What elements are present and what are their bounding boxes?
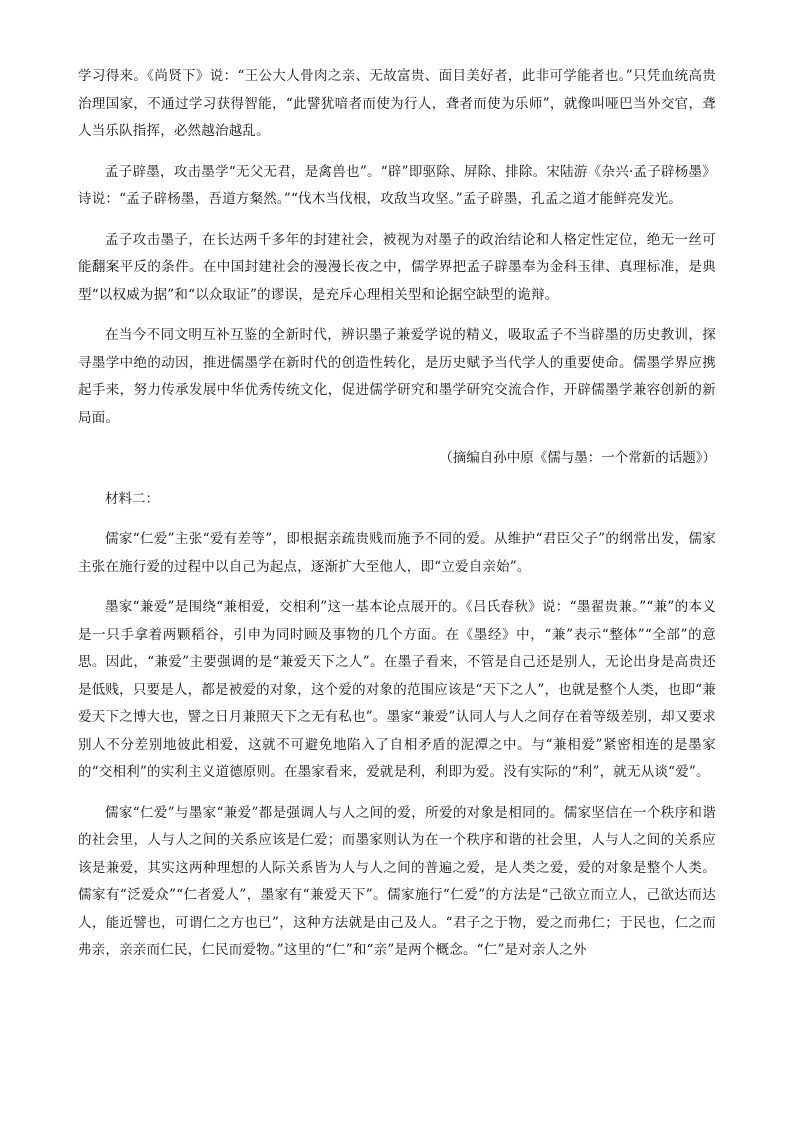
paragraph-2: 孟子辟墨，攻击墨学“无父无君，是禽兽也”。“辟”即驱除、屏除、排除。宋陆游《杂兴·孟子辟杨墨》诗说：“孟子辟杨墨，吾道方粲然。”“伐木当伐根，攻敌当攻坚。”孟子辟墨，孔孟之道才能鲜亮发光。 <box>78 163 716 207</box>
paragraph-7: 儒家“仁爱”与墨家“兼爱”都是强调人与人之间的爱，所爱的对象是相同的。儒家坚信在一个秩序和谐的社会里，人与人之间的关系应该是仁爱；而墨家则认为在一个秩序和谐的社会里，人与人之间的关系应该是兼爱，其实这两种理想的人际关系皆为人与人之间的普遍之爱，是人类之爱，爱的对象是整个人类。儒家有“泛爱众”“仁者爱人”，墨家有“兼爱天下”。儒家施行“仁爱”的方法是“己欲立而立人，己欲达而达人，能近譬也，可谓仁之方也已”，这种方法就是由己及人。“君子之于物，爱之而弗仁；于民也，仁之而弗亲，亲亲而仁民，仁民而爱物。”这里的“仁”和“亲”是两个概念。“仁”是对亲人之外 <box>78 804 716 958</box>
paragraph-6: 墨家“兼爱”是围绕“兼相爱，交相利”这一基本论点展开的。《吕氏春秋》说：“墨翟贵兼。”“兼”的本义是一只手拿着两颗稻谷，引申为同时顾及事物的几个方面。在《墨经》中，“兼”表示“整体”“全部”的意思。因此，“兼爱”主要强调的是“兼爱天下之人”。在墨子看来，不管是自己还是别人，无论出身是高贵还是低贱，只要是人，都是被爱的对象，这个爱的对象的范围应该是“天下之人”，也就是整个人类，也即“兼爱天下之博大也，譬之日月兼照天下之无有私也”。墨家“兼爱”认同人与人之间存在着等级差别，却又要求别人不分差别地彼此相爱，这就不可避免地陷入了自相矛盾的泥潭之中。与“兼相爱”紧密相连的是墨家的“交相利”的实利主义道德原则。在墨家看来，爱就是利，利即为爱。没有实际的“利”，就无从谈“爱”。 <box>78 599 716 780</box>
paragraph-3: 孟子攻击墨子，在长达两千多年的封建社会，被视为对墨子的政治结论和人格定性定位，绝无一丝可能翻案平反的条件。在中国封建社会的漫漫长夜之中，儒学界把孟子辟墨奉为金科玉律、真理标准，是典型“以权威为据”和“以众取证”的谬误，是充斥心理相关型和论据空缺型的诡辩。 <box>78 231 716 303</box>
paragraph-4: 在当今不同文明互补互鉴的全新时代，辨识墨子兼爱学说的精义，吸取孟子不当辟墨的历史教训，探寻墨学中绝的动因，推进儒墨学在新时代的创造性转化，是历史赋予当代学人的重要使命。儒墨学界应携起手来，努力传承发展中华优秀传统文化，促进儒学研究和墨学研究交流合作，开辟儒墨学兼容创新的新局面。 <box>78 327 716 426</box>
paragraph-1: 学习得来。《尚贤下》说：“王公大人骨肉之亲、无故富贵、面目美好者，此非可学能者也。”只凭血统高贵治理国家，不通过学习获得智能，“此譬犹喑者而使为行人，聋者而使为乐师”，就像叫哑巴当外交官，聋人当乐队指挥，必然越治越乱。 <box>78 68 716 139</box>
source-citation: （摘编自孙中原《儒与墨：一个常新的话题》） <box>439 450 716 466</box>
paragraph-5: 儒家“仁爱”主张“爱有差等”，即根据亲疏贵贱而施予不同的爱。从维护“君臣父子”的纲常出发，儒家主张在施行爱的过程中以自己为起点，逐渐扩大至他人，即“立爱自亲始”。 <box>78 531 716 575</box>
material-2-heading: 材料二： <box>105 490 159 507</box>
